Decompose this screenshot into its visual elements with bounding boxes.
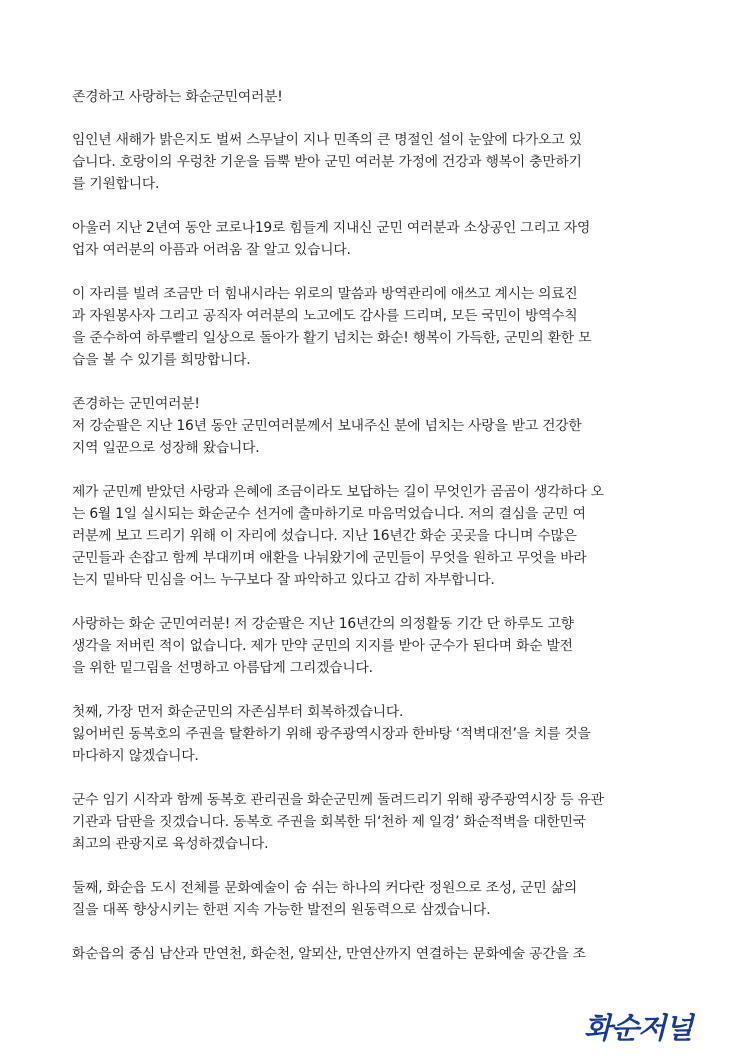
text-line: 임인년 새해가 밝은지도 벌써 스무날이 지나 민족의 큰 명절인 설이 눈앞에 다가오고 있 [72, 132, 582, 148]
paragraph [72, 393, 680, 459]
text-line: 는지 밑바닥 민심을 어느 누구보다 잘 파악하고 있다고 감히 자부합니다. [72, 572, 495, 588]
text-line: 아울러 지난 2년여 동안 코로나19로 힘들게 지내신 군민 여러분과 소상공인 그리고 자영 [72, 220, 591, 236]
publisher-logo: 화순저널 [583, 1011, 692, 1045]
paragraph [72, 481, 680, 591]
text-line: 을 위한 밑그림을 선명하고 아름답게 그리겠습니다. [72, 660, 373, 676]
text-line: 을 준수하여 하루빨리 일상으로 돌아가 활기 넘치는 화순! 행복이 가득한, 군민의 환한 모 [72, 330, 592, 346]
text-line: 존경하는 군민여러분! [72, 396, 200, 412]
text-line: 군민들과 손잡고 함께 부대끼며 애환을 나눠왔기에 군민들이 무엇을 원하고 무엇을 바라 [72, 550, 587, 566]
text-line: 제가 군민께 받았던 사랑과 은혜에 조금이라도 보답하는 길이 무엇인가 곰곰이 생각하다 오 [72, 484, 604, 500]
text-line: 마다하지 않겠습니다. [72, 748, 199, 764]
text-line: 지역 일꾼으로 성장해 왔습니다. [72, 440, 260, 456]
paragraph [72, 943, 680, 965]
text-line: 화순읍의 중심 남산과 만연천, 화순천, 알뫼산, 만연산까지 연결하는 문화예술 공간을 조 [72, 946, 586, 962]
text-line: 이 자리를 빌려 조금만 더 힘내시라는 위로의 말씀과 방역관리에 애쓰고 계시는 의료진 [72, 286, 578, 302]
text-line: 잃어버린 동복호의 주권을 탈환하기 위해 광주광역시장과 한바탕 ‘적벽대전’을 치를 것을 [72, 726, 591, 742]
text-line: 과 자원봉사자 그리고 공직자 여러분의 노고에도 감사를 드리며, 모든 국민이 방역수칙 [72, 308, 578, 324]
paragraph [72, 789, 680, 855]
text-line: 습을 볼 수 있기를 희망합니다. [72, 352, 251, 368]
paragraph [72, 283, 680, 371]
paragraph [72, 86, 680, 108]
paragraph [72, 129, 680, 195]
text-line: 존경하고 사랑하는 화순군민여러분! [72, 89, 283, 105]
text-line: 러분께 보고 드리기 위해 이 자리에 섰습니다. 지난 16년간 화순 곳곳을 다니며 수많은 [72, 528, 577, 544]
text-line: 첫째, 가장 먼저 화순군민의 자존심부터 회복하겠습니다. [72, 704, 404, 720]
paragraph [72, 217, 680, 261]
text-line: 를 기원합니다. [72, 176, 160, 192]
text-line: 습니다. 호랑이의 우렁찬 기운을 듬뿍 받아 군민 여러분 가정에 건강과 행복이 충만하기 [72, 154, 582, 170]
paragraph [72, 877, 680, 921]
paragraph [72, 701, 680, 767]
text-line: 둘째, 화순읍 도시 전체를 문화예술이 숨 쉬는 하나의 커다란 정원으로 조성, 군민 삶의 [72, 880, 577, 896]
text-line: 저 강순팔은 지난 16년 동안 군민여러분께서 보내주신 분에 넘치는 사랑을 받고 건강한 [72, 418, 582, 434]
text-line: 사랑하는 화순 군민여러분! 저 강순팔은 지난 16년간의 의정활동 기간 단 하루도 고향 [72, 616, 574, 632]
text-line: 질을 대폭 향상시키는 한편 지속 가능한 발전의 원동력으로 삼겠습니다. [72, 902, 491, 918]
text-line: 는 6월 1일 실시되는 화순군수 선거에 출마하기로 마음먹었습니다. 저의 결심을 군민 여 [72, 506, 586, 522]
text-line: 기관과 담판을 짓겠습니다. 동복호 주권을 회복한 뒤‘천하 제 일경’ 화순적벽을 대한민국 [72, 814, 586, 830]
text-line: 최고의 관광지로 육성하겠습니다. [72, 836, 269, 852]
text-line: 군수 임기 시작과 함께 동복호 관리권을 화순군민께 돌려드리기 위해 광주광역시장 등 유관 [72, 792, 604, 808]
paragraph [72, 613, 680, 679]
text-line: 업자 여러분의 아픔과 어려움 잘 알고 있습니다. [72, 242, 351, 258]
text-line: 생각을 저버린 적이 없습니다. 제가 만약 군민의 지지를 받아 군수가 된다며 화순 발전 [72, 638, 573, 654]
